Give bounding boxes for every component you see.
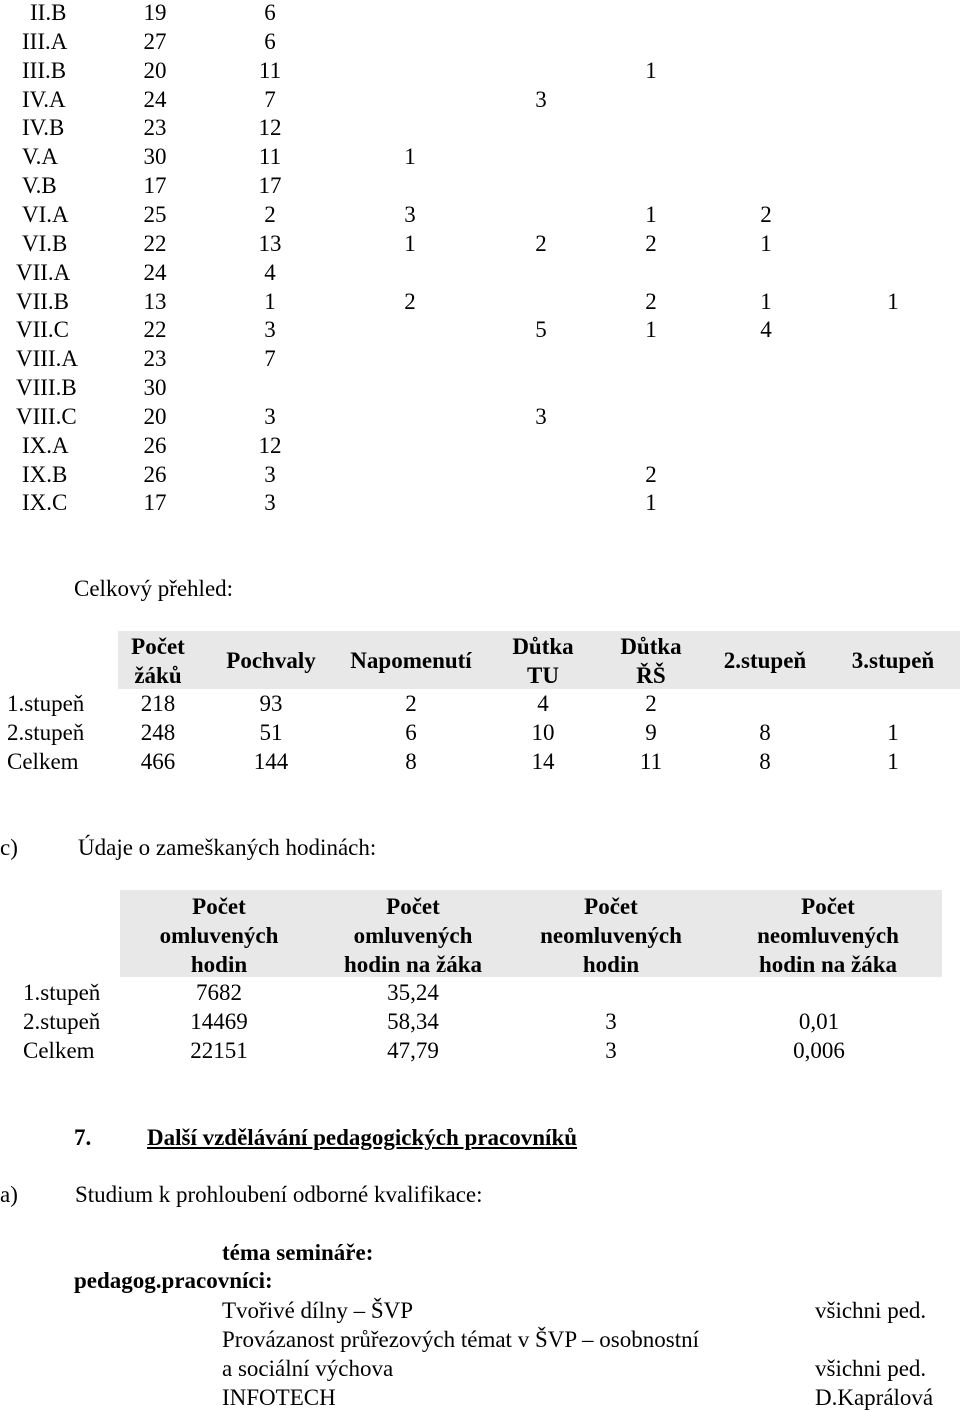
absence-cell: 14469: [190, 1009, 248, 1034]
overview-cell: 51: [259, 720, 283, 745]
table-cell: 1: [645, 57, 657, 83]
table-cell: 3: [404, 201, 416, 227]
table-cell: 5: [535, 317, 547, 343]
class-name: VI.A: [22, 201, 69, 227]
staff-column-header: pedagog.pracovníci:: [74, 1268, 273, 1293]
seminar-participants: všichni ped.: [815, 1298, 927, 1323]
overview-cell: 10: [531, 720, 555, 745]
overview-cell: 14: [531, 749, 555, 774]
overview-cell: 2: [405, 691, 417, 716]
table-cell: 3: [264, 490, 276, 516]
table-cell: 26: [143, 461, 167, 487]
table-cell: 17: [143, 173, 167, 199]
overview-cell: 8: [405, 749, 417, 774]
seminar-participants: D.Kaprálová: [815, 1385, 934, 1410]
table-cell: 23: [143, 115, 167, 141]
overview-row-label: 2.stupeň: [7, 720, 85, 745]
absence-column-header: Počet neomluvených hodin: [540, 894, 682, 977]
table-cell: 4: [264, 259, 276, 285]
section-a-title: Studium k prohloubení odborné kvalifikace:: [75, 1182, 483, 1207]
class-name: VIII.A: [16, 346, 78, 372]
table-cell: 3: [535, 403, 547, 429]
overview-cell: 466: [140, 749, 176, 774]
seminar-topic: INFOTECH: [222, 1385, 336, 1410]
table-cell: 22: [143, 230, 167, 256]
table-cell: 2: [645, 230, 657, 256]
absence-column-header: Počet neomluvených hodin na žáka: [757, 894, 899, 977]
overview-column-header: Pochvaly: [226, 648, 316, 673]
section-a-marker: a): [0, 1182, 18, 1207]
table-cell: 3: [264, 317, 276, 343]
class-name: VII.C: [16, 317, 70, 343]
overview-column-header: 3.stupeň: [851, 648, 935, 673]
table-cell: 4: [760, 317, 772, 343]
table-cell: 19: [143, 0, 167, 25]
table-cell: 1: [645, 317, 657, 343]
section-7-title: Další vzdělávání pedagogických pracovníků: [147, 1125, 578, 1150]
table-cell: 20: [143, 403, 167, 429]
absence-column-header: Počet omluvených hodin na žáka: [343, 894, 483, 977]
overview-cell: 11: [639, 749, 663, 774]
overview-cell: 144: [253, 749, 289, 774]
overview-cell: 248: [140, 720, 176, 745]
seminar-participants: všichni ped.: [815, 1356, 927, 1381]
table-cell: 1: [645, 490, 657, 516]
table-cell: 2: [645, 461, 657, 487]
class-name: IV.A: [22, 86, 66, 112]
absence-cell: 0,006: [793, 1038, 845, 1063]
table-cell: 3: [264, 461, 276, 487]
class-name: III.B: [22, 57, 67, 83]
overview-heading: Celkový přehled:: [74, 576, 234, 601]
class-name: II.B: [30, 0, 67, 25]
class-name: V.A: [22, 144, 59, 170]
absence-row-label: 2.stupeň: [23, 1009, 101, 1034]
table-cell: 25: [143, 201, 167, 227]
section-c-marker: c): [0, 835, 18, 860]
absence-row-label: Celkem: [23, 1038, 95, 1063]
overview-cell: 2: [645, 691, 657, 716]
absence-cell: 22151: [190, 1038, 248, 1063]
overview-cell: 4: [537, 691, 549, 716]
class-name: IX.B: [22, 461, 68, 487]
table-cell: 23: [143, 346, 167, 372]
table-cell: 7: [264, 86, 276, 112]
table-cell: 13: [258, 230, 282, 256]
table-cell: 13: [143, 288, 167, 314]
table-cell: 6: [264, 28, 276, 54]
seminar-topic: Provázanost průřezových témat v ŠVP – osobnostní: [222, 1327, 699, 1352]
overview-cell: 93: [259, 691, 283, 716]
table-cell: 12: [258, 115, 282, 141]
table-cell: 2: [404, 288, 416, 314]
class-name: IV.B: [22, 115, 65, 141]
table-cell: 1: [887, 288, 899, 314]
table-cell: 11: [258, 57, 282, 83]
absence-cell: 35,24: [387, 980, 439, 1005]
table-cell: 2: [760, 201, 772, 227]
table-cell: 2: [645, 288, 657, 314]
overview-cell: 1: [887, 749, 899, 774]
table-cell: 1: [760, 288, 772, 314]
topic-column-header: téma semináře:: [222, 1240, 374, 1265]
class-name: VI.B: [22, 230, 68, 256]
overview-cell: 8: [759, 749, 771, 774]
class-name: V.B: [22, 173, 57, 199]
overview-column-header: Napomenutí: [350, 648, 472, 673]
table-cell: 24: [143, 86, 167, 112]
table-cell: 1: [645, 201, 657, 227]
overview-row-label: Celkem: [7, 749, 79, 774]
table-cell: 6: [264, 0, 276, 25]
table-cell: 1: [404, 230, 416, 256]
table-cell: 24: [143, 259, 167, 285]
absence-column-header: Počet omluvených hodin: [159, 894, 279, 977]
overview-column-header: Důtka TU: [512, 634, 574, 688]
absence-cell: 47,79: [387, 1038, 439, 1063]
table-cell: 1: [264, 288, 276, 314]
absence-row-label: 1.stupeň: [23, 980, 101, 1005]
table-cell: 1: [760, 230, 772, 256]
absence-cell: 3: [605, 1038, 617, 1063]
table-cell: 22: [143, 317, 167, 343]
table-cell: 1: [404, 144, 416, 170]
table-cell: 2: [264, 201, 276, 227]
table-cell: 12: [258, 432, 282, 458]
table-cell: 20: [143, 57, 167, 83]
overview-column-header: Důtka ŘŠ: [620, 634, 682, 688]
table-cell: 17: [258, 173, 282, 199]
overview-column-header: Počet žáků: [131, 634, 185, 688]
overview-cell: 218: [140, 691, 176, 716]
class-name: IX.C: [22, 490, 68, 516]
absence-cell: 3: [605, 1009, 617, 1034]
class-name: VII.B: [16, 288, 70, 314]
overview-cell: 1: [887, 720, 899, 745]
table-cell: 11: [258, 144, 282, 170]
absence-cell: 0,01: [798, 1009, 840, 1034]
overview-cell: 8: [759, 720, 771, 745]
table-cell: 17: [143, 490, 167, 516]
class-name: VIII.B: [16, 375, 77, 401]
overview-cell: 9: [645, 720, 657, 745]
class-name: VII.A: [16, 259, 71, 285]
seminar-topic: Tvořivé dílny – ŠVP: [222, 1298, 414, 1323]
table-cell: 26: [143, 432, 167, 458]
overview-column-header: 2.stupeň: [723, 648, 807, 673]
class-name: VIII.C: [16, 403, 77, 429]
absence-heading: Údaje o zameškaných hodinách:: [78, 835, 377, 860]
absence-cell: 58,34: [387, 1009, 439, 1034]
overview-row-label: 1.stupeň: [7, 691, 85, 716]
class-name: IX.A: [22, 432, 69, 458]
table-cell: 7: [264, 346, 276, 372]
section-7-number: 7.: [74, 1125, 92, 1150]
seminar-topic: a sociální výchova: [222, 1356, 394, 1381]
absence-cell: 7682: [196, 980, 242, 1005]
table-cell: 2: [535, 230, 547, 256]
overview-cell: 6: [405, 720, 417, 745]
table-cell: 3: [535, 86, 547, 112]
table-cell: 3: [264, 403, 276, 429]
table-cell: 30: [143, 375, 167, 401]
table-cell: 27: [143, 28, 167, 54]
class-name: III.A: [22, 28, 68, 54]
table-cell: 30: [143, 144, 167, 170]
